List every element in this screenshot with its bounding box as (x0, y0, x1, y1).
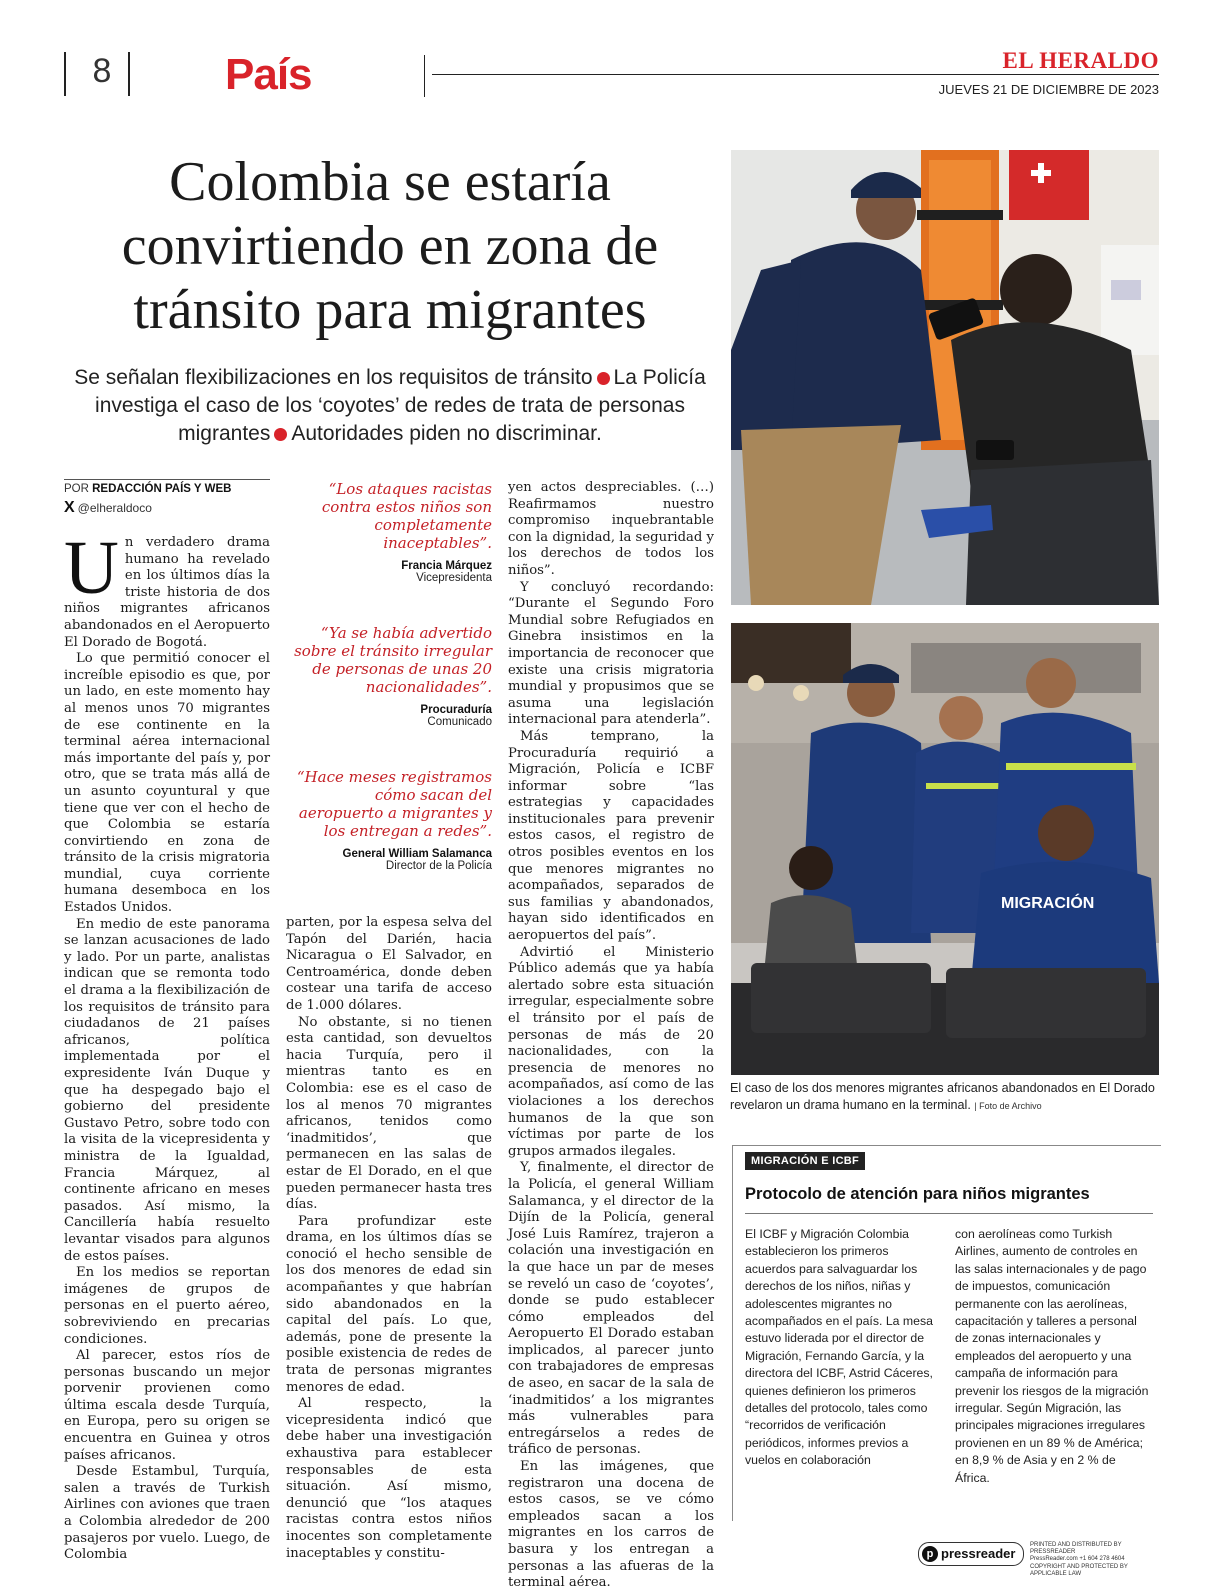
sidebar-title: Protocolo de atención para niños migrantes (745, 1185, 1090, 1203)
article-paragraph: No obstante, si no tienen esta cantidad, son devueltos hacia Turquía, pero il mientras tanto es en Colombia: ese es el caso de los al menos 70 migrantes africanos, tenidos como ‘inadmitidos’, que permanecen en las salas de estar de El Dorado, en el que pueden permanecer hasta tres días. (286, 1014, 492, 1213)
pull-quote-role: Comunicado (427, 716, 492, 728)
byline (64, 483, 231, 495)
byline-prefix: POR (64, 483, 89, 495)
pressreader-notice (1030, 1542, 1160, 1578)
x-logo-icon: X (64, 499, 75, 516)
sidebar-rule (745, 1213, 1153, 1214)
sidebar-column-1: El ICBF y Migración Colombia establecieron los primeros acuerdos para salvaguardar los derechos de los niños, niñas y adolescentes migrantes no acompañados en el país. La mesa estuvo liderada por el director de Migración, Fernando García, y la directora del ICBF, Astrid Cáceres, quienes definieron los primeros detalles del protocolo, tales como “recorridos de verificación periódicos, informes previos a vuelos en colaboración (745, 1227, 933, 1468)
photo-credit: | Foto de Archivo (974, 1101, 1042, 1111)
pull-quote (286, 480, 492, 584)
notice-line: COPYRIGHT AND PROTECTED BY APPLICABLE LAW (1030, 1563, 1128, 1577)
article-paragraph: Y concluyó recordando: “Durante el Segundo Foro Mundial sobre Refugiados en Ginebra insistimos en la importancia de reconocer que existe una crisis migratoria mundial y propusimos que se asuma una legislación internacional para atenderla”. (508, 579, 714, 728)
photo-caption (730, 1080, 1160, 1115)
article-column-1 (64, 526, 270, 1564)
article-column-2 (286, 915, 492, 1562)
dek-item: La Policía investiga el caso de los ‘coyotes’ de redes de trata de personas migrantes (95, 366, 706, 445)
pull-quote-role: Vicepresidenta (416, 572, 492, 584)
article-paragraph: yen actos despreciables. (…) Reafirmamos nuestro compromiso inquebrantable con la dignidad, la seguridad y los derechos de todos los niños”. (508, 480, 714, 578)
article-photo-top (731, 150, 1159, 605)
drop-cap: U (64, 526, 119, 610)
masthead-rule (432, 74, 1159, 75)
article-photo-bottom (731, 623, 1159, 1075)
pressreader-logo[interactable] (918, 1542, 1024, 1566)
article-paragraph: Un verdadero drama humano ha revelado en los últimos días la triste historia de dos niños migrantes africanos abandonados en el Aeropuerto El Dorado de Bogotá. (64, 526, 270, 650)
article-paragraph: En los medios se reportan imágenes de grupos de personas en el puerto aéreo, sobreviviendo en precarias condiciones. (64, 1265, 270, 1347)
byline-author: REDACCIÓN PAÍS Y WEB (92, 483, 232, 495)
pull-quote-role: Director de la Policía (385, 860, 492, 872)
caption-text: El caso de los dos menores migrantes africanos abandonados en El Dorado revelaron un drama humano en la terminal. (730, 1081, 1155, 1112)
headline-line: Colombia se estaría (169, 151, 611, 213)
dek-item: Se señalan flexibilizaciones en los requisitos de tránsito (74, 366, 593, 389)
article-paragraph: parten, por la espesa selva del Tapón del Darién, hacia Nicaragua o El Salvador, en Centroamérica, donde deben costear una tarifa de acceso de 1.000 dólares. (286, 915, 492, 1013)
article-paragraph: Para profundizar este drama, en los últimos días se conoció el hecho sensible de los dos menores de edad sin acompañantes y que habrían sido abandonados en la capital del país. Lo que, además, pone de presente la posible existencia de redes de trata de personas migrantes menores de edad. (286, 1213, 492, 1395)
subheadline (60, 364, 720, 448)
article-paragraph: Y, finalmente, el director de la Policía, el general William Salamanca, y el director de la Dijín de la Policía, general José Luis Ramírez, trajeron a colación una investigación en la que hace un par de meses se reveló un caso de ‘coyotes’, donde se pudo establecer cómo empleados del Aeropuerto El Dorado estaban implicados, al parecer junto con trabajadores de empresas de aseo, en sacar de la sala de ‘inadmitidos’ a los migrantes más vulnerables para entregárselos a redes de tráfico de personas. (508, 1160, 714, 1458)
article-paragraph: Al respecto, la vicepresidenta indicó que debe haber una investigación exhaustiva para establecer responsables de esta situación. Así mismo, denunció que “los ataques racistas contra estos niños inocentes son completamente inaceptables y constitu- (286, 1396, 492, 1561)
article-paragraph: Lo que permitió conocer el increíble episodio es que, por un lado, en este momento hay al menos unos 70 migrantes de ese continente en la terminal aérea internacional más importante del país y, por otro, que se trata más allá de un asunto coyuntural y que tiene que ver con el hecho de que Colombia se estaría convirtiendo en zona de tránsito de la crisis migratoria mundial, cuya corriente humana desemboca en los Estados Unidos. (64, 651, 270, 916)
photo-officer-with-migrant (731, 150, 1159, 605)
pressreader-icon: p (922, 1546, 938, 1562)
byline-rule (64, 479, 270, 480)
article-paragraph: En las imágenes, que registraron una docena de estos casos, se ve cómo empleados sacan a los migrantes en los carros de basura y los entregan a personas a las afueras de la terminal aérea. (508, 1459, 714, 1591)
publication-date: JUEVES 21 DE DICIEMBRE DE 2023 (938, 82, 1159, 97)
dek-item: Autoridades piden no discriminar. (291, 422, 602, 445)
bullet-dot-icon (597, 372, 610, 385)
pull-quote-source: Francia Márquez (401, 560, 492, 572)
section-name: País (225, 50, 312, 99)
headline-line: tránsito para migrantes (133, 279, 647, 341)
notice-line: PRINTED AND DISTRIBUTED BY PRESSREADER (1030, 1542, 1122, 1556)
header-divider-middle (128, 52, 130, 96)
article-paragraph: Advirtió el Ministerio Público además que ya había alertado sobre esta situación irregular, especialmente sobre el tránsito por el país de personas de más de 20 nacionalidades, con la presencia de menores no acompañados, así como de las violaciones a los derechos humanos de la que son víctimas por parte de los grupos armados ilegales. (508, 944, 714, 1159)
article-paragraph: Al parecer, estos ríos de personas buscando un mejor porvenir provienen como última escala desde Turquía, en Europa, pero su origen se encuentra en Guinea y otros países africanos. (64, 1348, 270, 1463)
vest-text: MIGRACIÓN (1001, 895, 1095, 912)
article-column-3 (508, 480, 714, 1592)
pull-quote (286, 624, 492, 728)
headline (60, 150, 720, 342)
pressreader-logo-text: pressreader (941, 1546, 1016, 1561)
notice-line: PressReader.com +1 604 278 4604 (1030, 1556, 1125, 1563)
handle-text: @elheraldoco (77, 501, 152, 515)
pull-quote (286, 768, 492, 872)
article-paragraph: Más temprano, la Procuraduría requirió a Migración, Policía e ICBF informar sobre “las estrategias y capacidades institucionales para prevenir estos casos, el registro de otros posibles eventos en los que menores migrantes no acompañados, separados de sus familias y abandonados, hayan sido identificados en aeropuertos del país”. (508, 728, 714, 944)
pull-quote-text: “Los ataques racistas contra estos niños son completamente inaceptables”. (321, 480, 492, 552)
pull-quote-source: General William Salamanca (342, 848, 492, 860)
article-paragraph: Desde Estambul, Turquía, salen a través de Turkish Airlines con aviones que traen a Colombia alrededor de 200 pasajeros por vuelo. Luego, de Colombia (64, 1464, 270, 1563)
article-paragraph: En medio de este panorama se lanzan acusaciones de lado y lado. Por un parte, analistas indican que se remonta todo el drama a la flexibilización de los requisitos de tránsito para ciudadanos de 21 países africanos, política implementada por el expresidente Iván Duque y que ha despegado bajo el gobierno del presidente Gustavo Petro, sobre todo con la visita de la vicepresidenta y ministra de la Igualdad, Francia Márquez, al continente africano en meses pasados. Así mismo, la Cancillería había resuelto levantar visados para algunos de estos países. (64, 916, 270, 1264)
social-handle[interactable] (64, 499, 152, 517)
headline-line: convirtiendo en zona de (121, 215, 659, 277)
header-divider-left (64, 52, 66, 96)
paper-name: EL HERALDO (1002, 48, 1159, 73)
photo-migration-officers (731, 623, 1159, 1075)
header-divider-right (424, 55, 425, 97)
sidebar-tag: MIGRACIÓN E ICBF (745, 1152, 865, 1170)
bullet-dot-icon (274, 428, 287, 441)
pull-quote-text: “Hace meses registramos cómo sacan del aeropuerto a migrantes y los entregan a redes”. (296, 768, 492, 840)
pull-quote-text: “Ya se había advertido sobre el tránsito irregular de personas de unas 20 nacionalidades”. (294, 624, 492, 696)
sidebar-column-2: con aerolíneas como Turkish Airlines, aumento de controles en las salas internacionales y de pago de impuestos, comunicación permanente con las aerolíneas, capacitación y talleres a personal de zonas internacionales y empleados del aeropuerto y una campaña de información para prevenir los riesgos de la migración irregular. Según Migración, las principales migraciones irregulares provienen en un 89 % de América; en 8,9 % de Asia y en 2 % de África. (955, 1227, 1149, 1485)
page-number: 8 (92, 52, 112, 90)
pull-quote-source: Procuraduría (420, 704, 492, 716)
